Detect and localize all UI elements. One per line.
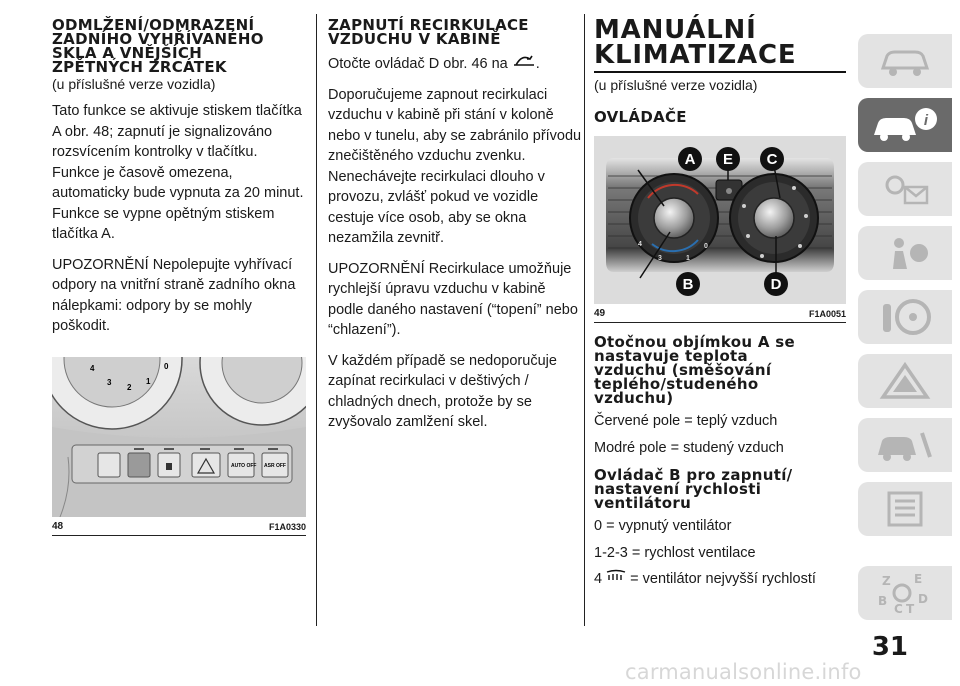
alphabet-index-icon <box>874 571 936 615</box>
auto-off-label: AUTO OFF <box>231 462 257 469</box>
svg-text:B: B <box>878 594 888 608</box>
svg-text:Z: Z <box>882 574 891 588</box>
paragraph-warning: UPOZORNĚNÍ Recirkulace umožňuje rychlejší úpravu vzduchu v kabině podle daného nastavení (“topení” nebo “chlazení”). <box>328 260 578 339</box>
tab-warning-lights[interactable] <box>858 162 952 216</box>
fan-label-1: 1 <box>146 376 151 386</box>
tab-index[interactable] <box>858 566 952 620</box>
figure-48-image <box>52 357 306 517</box>
svg-text:T: T <box>906 602 915 615</box>
section-heading-controls: OVLÁDAČE <box>594 108 687 126</box>
subheading-temperature: Otočnou objímkou A se nastavuje teplota vzduchu (směšování teplého/studeného vzduchu) <box>594 333 795 407</box>
figure-49-image <box>594 136 846 304</box>
fan-label-1: 1 <box>686 255 690 262</box>
callout-e <box>716 147 740 171</box>
paragraph: Otočte ovládač D obr. 46 na . <box>328 54 582 75</box>
car-info-icon <box>870 105 940 145</box>
paragraph: Tato funkce se aktivuje stiskem tlačítka A obr. 48; zapnutí je signalizováno rozsvícením kontrolky v tlačítku. Funkce je časově omezena, automaticky bude vypnuta za 20 minut. Funkce se vypne opětným stiskem tlačítka A. <box>52 103 304 242</box>
column-divider-2 <box>584 14 585 626</box>
airbag-icon <box>875 233 935 273</box>
subheading-fan: Ovládač B pro zapnutí/ nastavení rychlosti ventilátoru <box>594 466 793 512</box>
spec-list-icon <box>875 489 935 529</box>
chapter-sidebar <box>858 0 960 686</box>
watermark: carmanualsonline.info <box>625 660 862 684</box>
fan-label-4: 4 <box>638 241 642 248</box>
temperature-blue-line: Modré pole = studený vzduch <box>594 439 784 456</box>
paragraph: V každém případě se nedoporučuje zapínat recirkulaci v deštivých / chladných dnech, protože by se zvyšovalo zamlžení skel. <box>328 352 557 431</box>
tab-starting-driving[interactable] <box>858 290 952 344</box>
fan-max-line: 4 = ventilátor nejvyšší rychlostí <box>594 569 846 590</box>
fan-label-3: 3 <box>658 255 662 262</box>
recirculation-icon <box>512 54 536 75</box>
callout-d <box>764 272 788 296</box>
dashboard-car-icon <box>875 42 935 80</box>
svg-text:i: i <box>923 112 929 129</box>
svg-text:E: E <box>722 151 734 168</box>
defrost-rear-button[interactable] <box>98 453 120 477</box>
svg-text:A: A <box>684 151 696 168</box>
fan-label-4: 4 <box>90 363 95 373</box>
callout-c <box>760 147 784 171</box>
version-note: (u příslušné verze vozidla) <box>52 76 216 92</box>
callout-a <box>678 147 702 171</box>
column-1 <box>52 18 306 536</box>
warning-triangle-icon <box>875 361 935 401</box>
steering-wheel-icon <box>875 296 935 338</box>
car-service-icon <box>874 425 936 465</box>
button-a-rear-window[interactable] <box>128 453 150 477</box>
tab-technical-data[interactable] <box>858 482 952 536</box>
asr-off-label: ASR OFF <box>264 462 286 469</box>
fan-speeds-line: 1-2-3 = rychlost ventilace <box>594 544 756 561</box>
figure-code: F1A0330 <box>268 521 306 532</box>
paragraph-warning: UPOZORNĚNÍ Nepolepujte vyhřívací odpory na vnitřní straně zadního okna nálepkami: odpory by se mohly poškodit. <box>52 256 296 334</box>
fan-max-icon <box>606 569 626 590</box>
svg-text:D: D <box>918 592 928 606</box>
section-heading-recirculation: ZAPNUTÍ RECIRKULACE VZDUCHU V KABINĚ <box>328 16 529 48</box>
air-distribution-knob-c[interactable] <box>754 198 794 238</box>
lock-icon <box>166 463 172 470</box>
column-divider-1 <box>316 14 317 626</box>
fan-off-line: 0 = vypnutý ventilátor <box>594 518 732 534</box>
page-number: 31 <box>871 632 908 662</box>
fan-label-3: 3 <box>107 377 112 387</box>
svg-text:D: D <box>770 276 782 293</box>
svg-text:E: E <box>914 572 923 586</box>
svg-text:C: C <box>894 602 903 615</box>
fan-speed-knob-b[interactable] <box>654 198 694 238</box>
figure-number: 49 <box>594 308 606 319</box>
fan-label-2: 2 <box>127 382 132 392</box>
tab-dashboard[interactable] <box>858 34 952 88</box>
warning-light-icon <box>875 169 935 209</box>
figure-48 <box>52 357 306 536</box>
tab-safety[interactable] <box>858 226 952 280</box>
callout-b <box>676 272 700 296</box>
figure-number: 48 <box>52 520 64 532</box>
column-2 <box>328 18 582 443</box>
figure-code: F1A0051 <box>808 309 846 319</box>
svg-text:B: B <box>682 276 694 293</box>
tab-emergency[interactable] <box>858 354 952 408</box>
section-heading-defrost: ODMLŽENÍ/ODMRAZENÍ ZADNÍHO VYHŘÍVANÉHO SKLA A VNĚJŠÍCH ZPĚTNÝCH ZRCÁTEK <box>52 16 264 76</box>
temperature-red-line: Červené pole = teplý vzduch <box>594 413 778 429</box>
tab-maintenance[interactable] <box>858 418 952 472</box>
fan-label-0: 0 <box>704 243 708 250</box>
tab-car-info[interactable] <box>858 98 952 152</box>
chapter-title: MANUÁLNÍ KLIMATIZACE <box>594 18 846 73</box>
svg-text:C: C <box>766 151 778 168</box>
paragraph: Doporučujeme zapnout recirkulaci vzduchu v kabině při stání v koloně nebo v tunelu, aby se zabránilo přívodu znečištěného vzduchu zvenku. Nenechávejte recirkulaci dlouho v provozu, zvlášť pokud ve vozidle cestuje více osob, aby se okna nezamžila zevnitř. <box>328 86 582 247</box>
fan-label-0: 0 <box>164 361 169 371</box>
version-note: (u příslušné verze vozidla) <box>594 77 758 93</box>
column-3 <box>594 15 846 596</box>
figure-49 <box>594 136 846 323</box>
